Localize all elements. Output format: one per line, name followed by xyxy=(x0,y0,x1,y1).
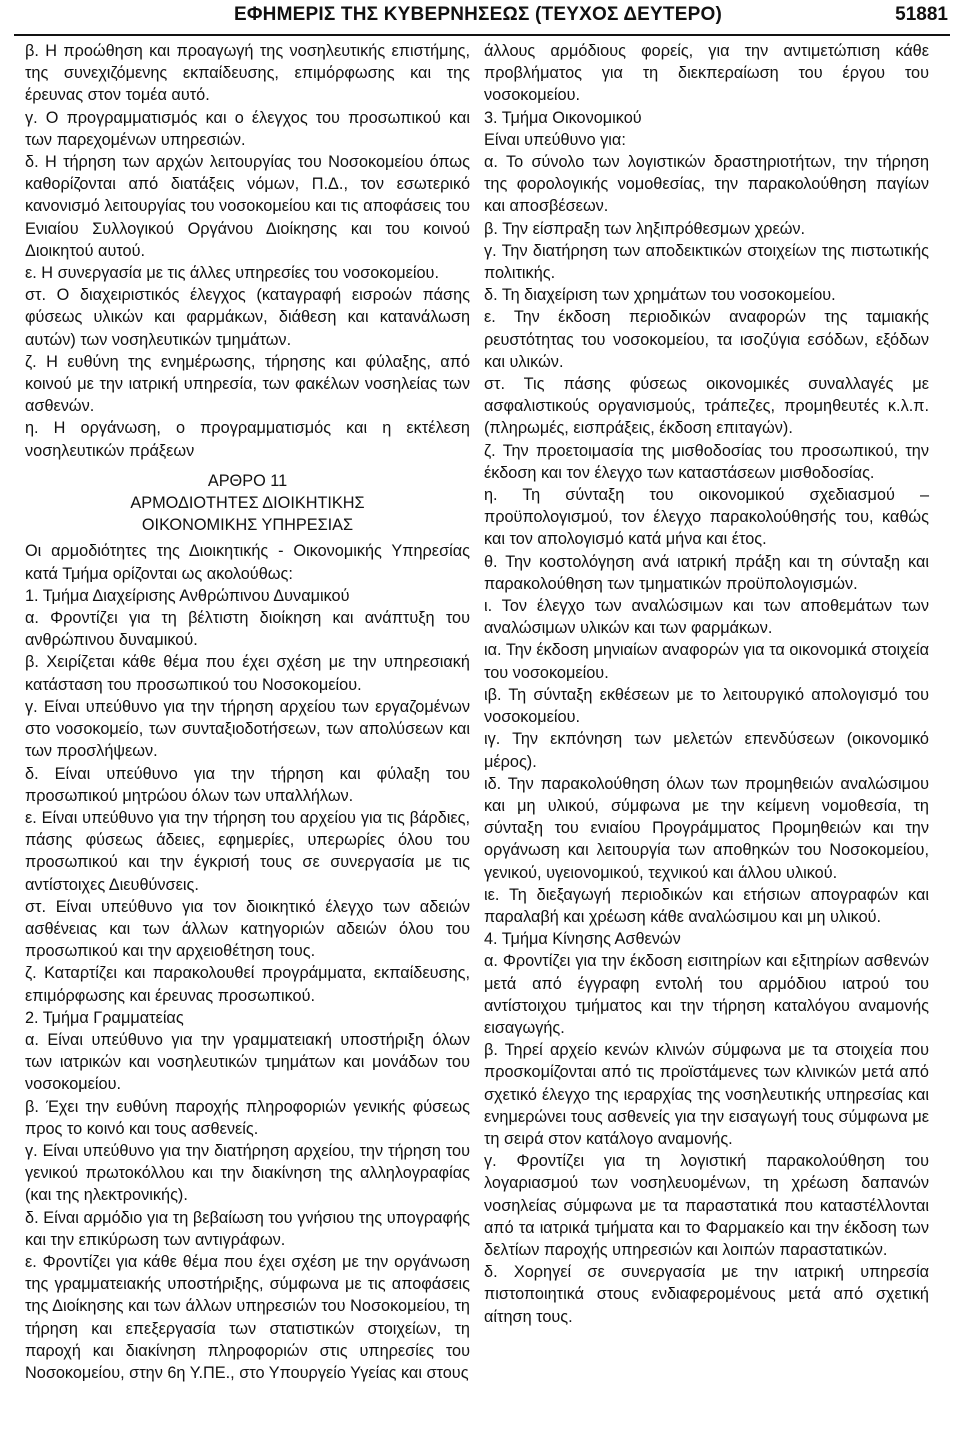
paragraph: ιβ. Τη σύνταξη εκθέσεων με το λειτουργικό απολογισμό του νοσοκομείου. xyxy=(484,685,929,727)
left-paragraphs-b xyxy=(25,540,470,1384)
gazette-title: ΕΦΗΜΕΡΙΣ ΤΗΣ ΚΥΒΕΡΝΗΣΕΩΣ (ΤΕΥΧΟΣ ΔΕΥΤΕΡΟ) xyxy=(234,4,722,25)
paragraph: ι. Τον έλεγχο των αναλώσιμων και των αποθεμάτων των αναλώσιμων υλικών και των φαρμάκων. xyxy=(484,597,929,638)
paragraph: β. Την είσπραξη των ληξιπρόθεσμων χρεών. xyxy=(484,219,806,238)
right-column xyxy=(484,40,929,1328)
paragraph: δ. Χορηγεί σε συνεργασία με την ιατρική υπηρεσία πιστοποιητικά στους ενδιαφερομένους μετά από σχετική αίτηση τους. xyxy=(484,1263,929,1326)
page-header xyxy=(14,0,950,36)
paragraph: δ. Τη διαχείριση των χρημάτων του νοσοκομείου. xyxy=(484,286,836,305)
paragraph: β. Χειρίζεται κάθε θέμα που έχει σχέση με την υπηρεσιακή κατάσταση του προσωπικού του Νοσοκομείου. xyxy=(25,653,470,694)
paragraph: η. Η οργάνωση, ο προγραμματισμός και η εκτέλεση νοσηλευτικών πράξεων xyxy=(25,419,470,460)
paragraph: ε. Είναι υπεύθυνο για την τήρηση του αρχείου για τις βάρδιες, πάσης φύσεως άδειες, εφημερίες, υπερωρίες όλου του προσωπικού και την έγκρισή τους σε συνεργασία με τις αντίστοιχες Διευθύνσεις. xyxy=(25,808,470,894)
paragraph: ε. Φροντίζει για κάθε θέμα που έχει σχέση με την οργάνωση της γραμματειακής υποστήριξης, σύμφωνα με τις αποφάσεις της Διοίκησης και των άλλων υπηρεσιών του Νοσοκομείου, τη τήρηση και επεξεργασία των στατιστικών στοιχείων, τη παροχή και διακίνηση πληροφοριών στις υπηρεσίες του Νοσοκομείου, στην 6η Υ.ΠΕ., στο Υπουργείο Υγείας και στους xyxy=(25,1252,470,1382)
paragraph: ια. Την έκδοση μηνιαίων αναφορών για τα οικονομικά στοιχεία του νοσοκομείου. xyxy=(484,641,929,682)
paragraph: α. Είναι υπεύθυνο για την γραμματειακή υποστήριξη όλων των ιατρικών και νοσηλευτικών τμημάτων και μονάδων του νοσοκομείου. xyxy=(25,1030,470,1094)
paragraph: άλλους αρμόδιους φορείς, για την αντιμετώπιση κάθε προβλήματος για τη διεκπεραίωση του έργου του νοσοκομείου. xyxy=(484,42,929,105)
right-paragraphs xyxy=(484,40,929,1328)
page-number: 51881 xyxy=(895,4,948,25)
paragraph: Είναι υπεύθυνο για: xyxy=(484,130,626,149)
paragraph: στ. Ο διαχειριστικός έλεγχος (καταγραφή εισροών πάσης φύσεως υλικών και φαρμάκων, διάθεση και κατανάλωση αυτών) των νοσηλευτικών τμημάτων. xyxy=(25,286,470,349)
left-column xyxy=(25,40,470,1384)
paragraph: στ. Είναι υπεύθυνο για τον διοικητικό έλεγχο των αδειών ασθένειας και των άλλων κατηγοριών αδειών όλου του προσωπικού και την αρχειοθέτηση τους. xyxy=(25,897,470,961)
paragraph: ιε. Τη διεξαγωγή περιοδικών και ετήσιων απογραφών και παραλαβή και χρέωση κάθε αναλώσιμου και μη υλικού. xyxy=(484,885,929,926)
paragraph: δ. Είναι υπεύθυνο για την τήρηση και φύλαξη του προσωπικού μητρώου όλων των υπαλλήλων. xyxy=(25,764,470,805)
paragraph: δ. Η τήρηση των αρχών λειτουργίας του Νοσοκομείου όπως καθορίζονται από διατάξεις νόμων, Π.Δ., τον εσωτερικό κανονισμό λειτουργίας του νοσοκομείου και τις αποφάσεις του Ενιαίου Συλλογικού Οργάνου Διοίκησης και του κοινού Διοικητού αυτού. xyxy=(25,153,470,260)
article-number: ΑΡΘΡΟ 11 xyxy=(207,471,288,490)
paragraph: γ. Την διατήρηση των αποδεικτικών στοιχείων της πιστωτικής πολιτικής. xyxy=(484,241,929,283)
paragraph: β. Έχει την ευθύνη παροχής πληροφοριών γενικής φύσεως προς το κοινό και τους ασθενείς. xyxy=(25,1097,470,1138)
paragraph: α. Το σύνολο των λογιστικών δραστηριοτήτων, την τήρηση της φορολογικής νομοθεσίας, την παρακολούθηση παγίων και αποσβέσεων. xyxy=(484,153,929,216)
paragraph: δ. Είναι αρμόδιο για τη βεβαίωση του γνήσιου της υπογραφής και την επικύρωση των αντιγράφων. xyxy=(25,1208,470,1249)
paragraph: ε. Η συνεργασία με τις άλλες υπηρεσίες του νοσοκομείου. xyxy=(25,264,439,283)
paragraph: 1. Τμήμα Διαχείρισης Ανθρώπινου Δυναμικού xyxy=(25,586,350,605)
paragraph: 2. Τμήμα Γραμματείας xyxy=(25,1008,184,1027)
paragraph: 4. Τμήμα Κίνησης Ασθενών xyxy=(484,930,681,949)
paragraph: γ. Είναι υπεύθυνο για την τήρηση αρχείου των εργαζομένων στο νοσοκομείο, των συνταξιοδοτήσεων, των απολύσεων και των προσλήψεων. xyxy=(25,697,470,761)
article-title-line2: ΟΙΚΟΝΟΜΙΚΗΣ ΥΠΗΡΕΣΙΑΣ xyxy=(141,516,354,535)
paragraph: Οι αρμοδιότητες της Διοικητικής - Οικονομικής Υπηρεσίας κατά Τμήμα ορίζονται ως ακολούθως: xyxy=(25,542,470,583)
paragraph: ε. Την έκδοση περιοδικών αναφορών της ταμιακής ρευστότητας του νοσοκομείου, τα ισοζύγια εσόδων, εξόδων και υλικών. xyxy=(484,308,929,371)
paragraph: στ. Τις πάσης φύσεως οικονομικές συναλλαγές με ασφαλιστικούς οργανισμούς, τράπεζες, προμηθευτές κ.λ.π. (πληρωμές, εισπράξεις, έκδοση επιταγών). xyxy=(484,375,929,438)
article-heading xyxy=(25,470,470,537)
paragraph: ιγ. Την εκπόνηση των μελετών επενδύσεων (οικονομικό μέρος). xyxy=(484,730,929,771)
paragraph: β. Τηρεί αρχείο κενών κλινών σύμφωνα με τα στοιχεία που προσκομίζονται από τις προϊστάμενες των κλινικών μετά από σχετικό έλεγχο της ιεραρχίας της νοσηλευτικής υπηρεσίας και ενημερώνει τους ασθενείς για την εισαγωγή τους σύμφωνα με τη σειρά στον κατάλογο αναμονής. xyxy=(484,1041,929,1148)
paragraph: α. Φροντίζει για την έκδοση εισιτηρίων και εξιτηρίων ασθενών μετά από έγγραφη εντολή του αρμόδιου ιατρού του αντίστοιχου τμήματος και την τήρηση καταλόγου αναμονής εισαγωγής. xyxy=(484,952,929,1037)
paragraph: α. Φροντίζει για τη βέλτιστη διοίκηση και ανάπτυξη του ανθρώπινου δυναμικού. xyxy=(25,609,470,650)
paragraph: η. Τη σύνταξη του οικονομικού σχεδιασμού – προϋπολογισμού, τον έλεγχο παρακολούθησής του, καθώς και τον απολογισμό κατά μήνα και έτος. xyxy=(484,486,929,549)
paragraph: γ. Είναι υπεύθυνο για την διατήρηση αρχείου, την τήρηση του γενικού πρωτοκόλλου και την διακίνηση της αλληλογραφίας (και της ηλεκτρονικής). xyxy=(25,1141,470,1205)
paragraph: ζ. Την προετοιμασία της μισθοδοσίας του προσωπικού, την έκδοση και τον έλεγχο των καταστάσεων μισθοδοσίας. xyxy=(484,441,929,482)
article-title-line1: ΑΡΜΟΔΙΟΤΗΤΕΣ ΔΙΟΙΚΗΤΙΚΗΣ xyxy=(130,494,365,513)
paragraph: γ. Φροντίζει για τη λογιστική παρακολούθηση του λογαριασμού των νοσηλευομένων, τη χρέωση δαπανών νοσηλείας σύμφωνα με τα παραστατικά που καταστέλλονται από τα ιατρικά τμήματα και το Φαρμακείο και την έκδοση των δελτίων παροχής υπηρεσιών και λοιπών παραστατικών. xyxy=(484,1152,929,1259)
paragraph: 3. Τμήμα Οικονομικού xyxy=(484,108,642,127)
paragraph: ζ. Καταρτίζει και παρακολουθεί προγράμματα, εκπαίδευσης, επιμόρφωσης και έρευνας προσωπικού. xyxy=(25,964,470,1005)
left-paragraphs-a xyxy=(25,40,470,462)
paragraph: ζ. Η ευθύνη της ενημέρωσης, τήρησης και φύλαξης, από κοινού με την ιατρική υπηρεσία, των φακέλων νοσηλείας των ασθενών. xyxy=(25,352,470,416)
paragraph: ιδ. Την παρακολούθηση όλων των προμηθειών αναλώσιμου και μη υλικού, σύμφωνα με την κείμενη νομοθεσία, τη σύνταξη του ενιαίου Προγράμματος Προμηθειών και την οργάνωση και λειτουργία των αποθηκών του Νοσοκομείου, γενικού, υγειονομικού, τεχνικού και άλλου υλικού. xyxy=(484,774,929,882)
paragraph: θ. Την κοστολόγηση ανά ιατρική πράξη και τη σύνταξη και παρακολούθηση των τμηματικών προϋπολογισμών. xyxy=(484,552,929,593)
paragraph: β. Η προώθηση και προαγωγή της νοσηλευτικής επιστήμης, της συνεχιζόμενης εκπαίδευσης, επιμόρφωσης και της έρευνας στον τομέα αυτό. xyxy=(25,42,470,105)
paragraph: γ. Ο προγραμματισμός και ο έλεγχος του προσωπικού και των παρεχομένων υπηρεσιών. xyxy=(25,108,470,149)
